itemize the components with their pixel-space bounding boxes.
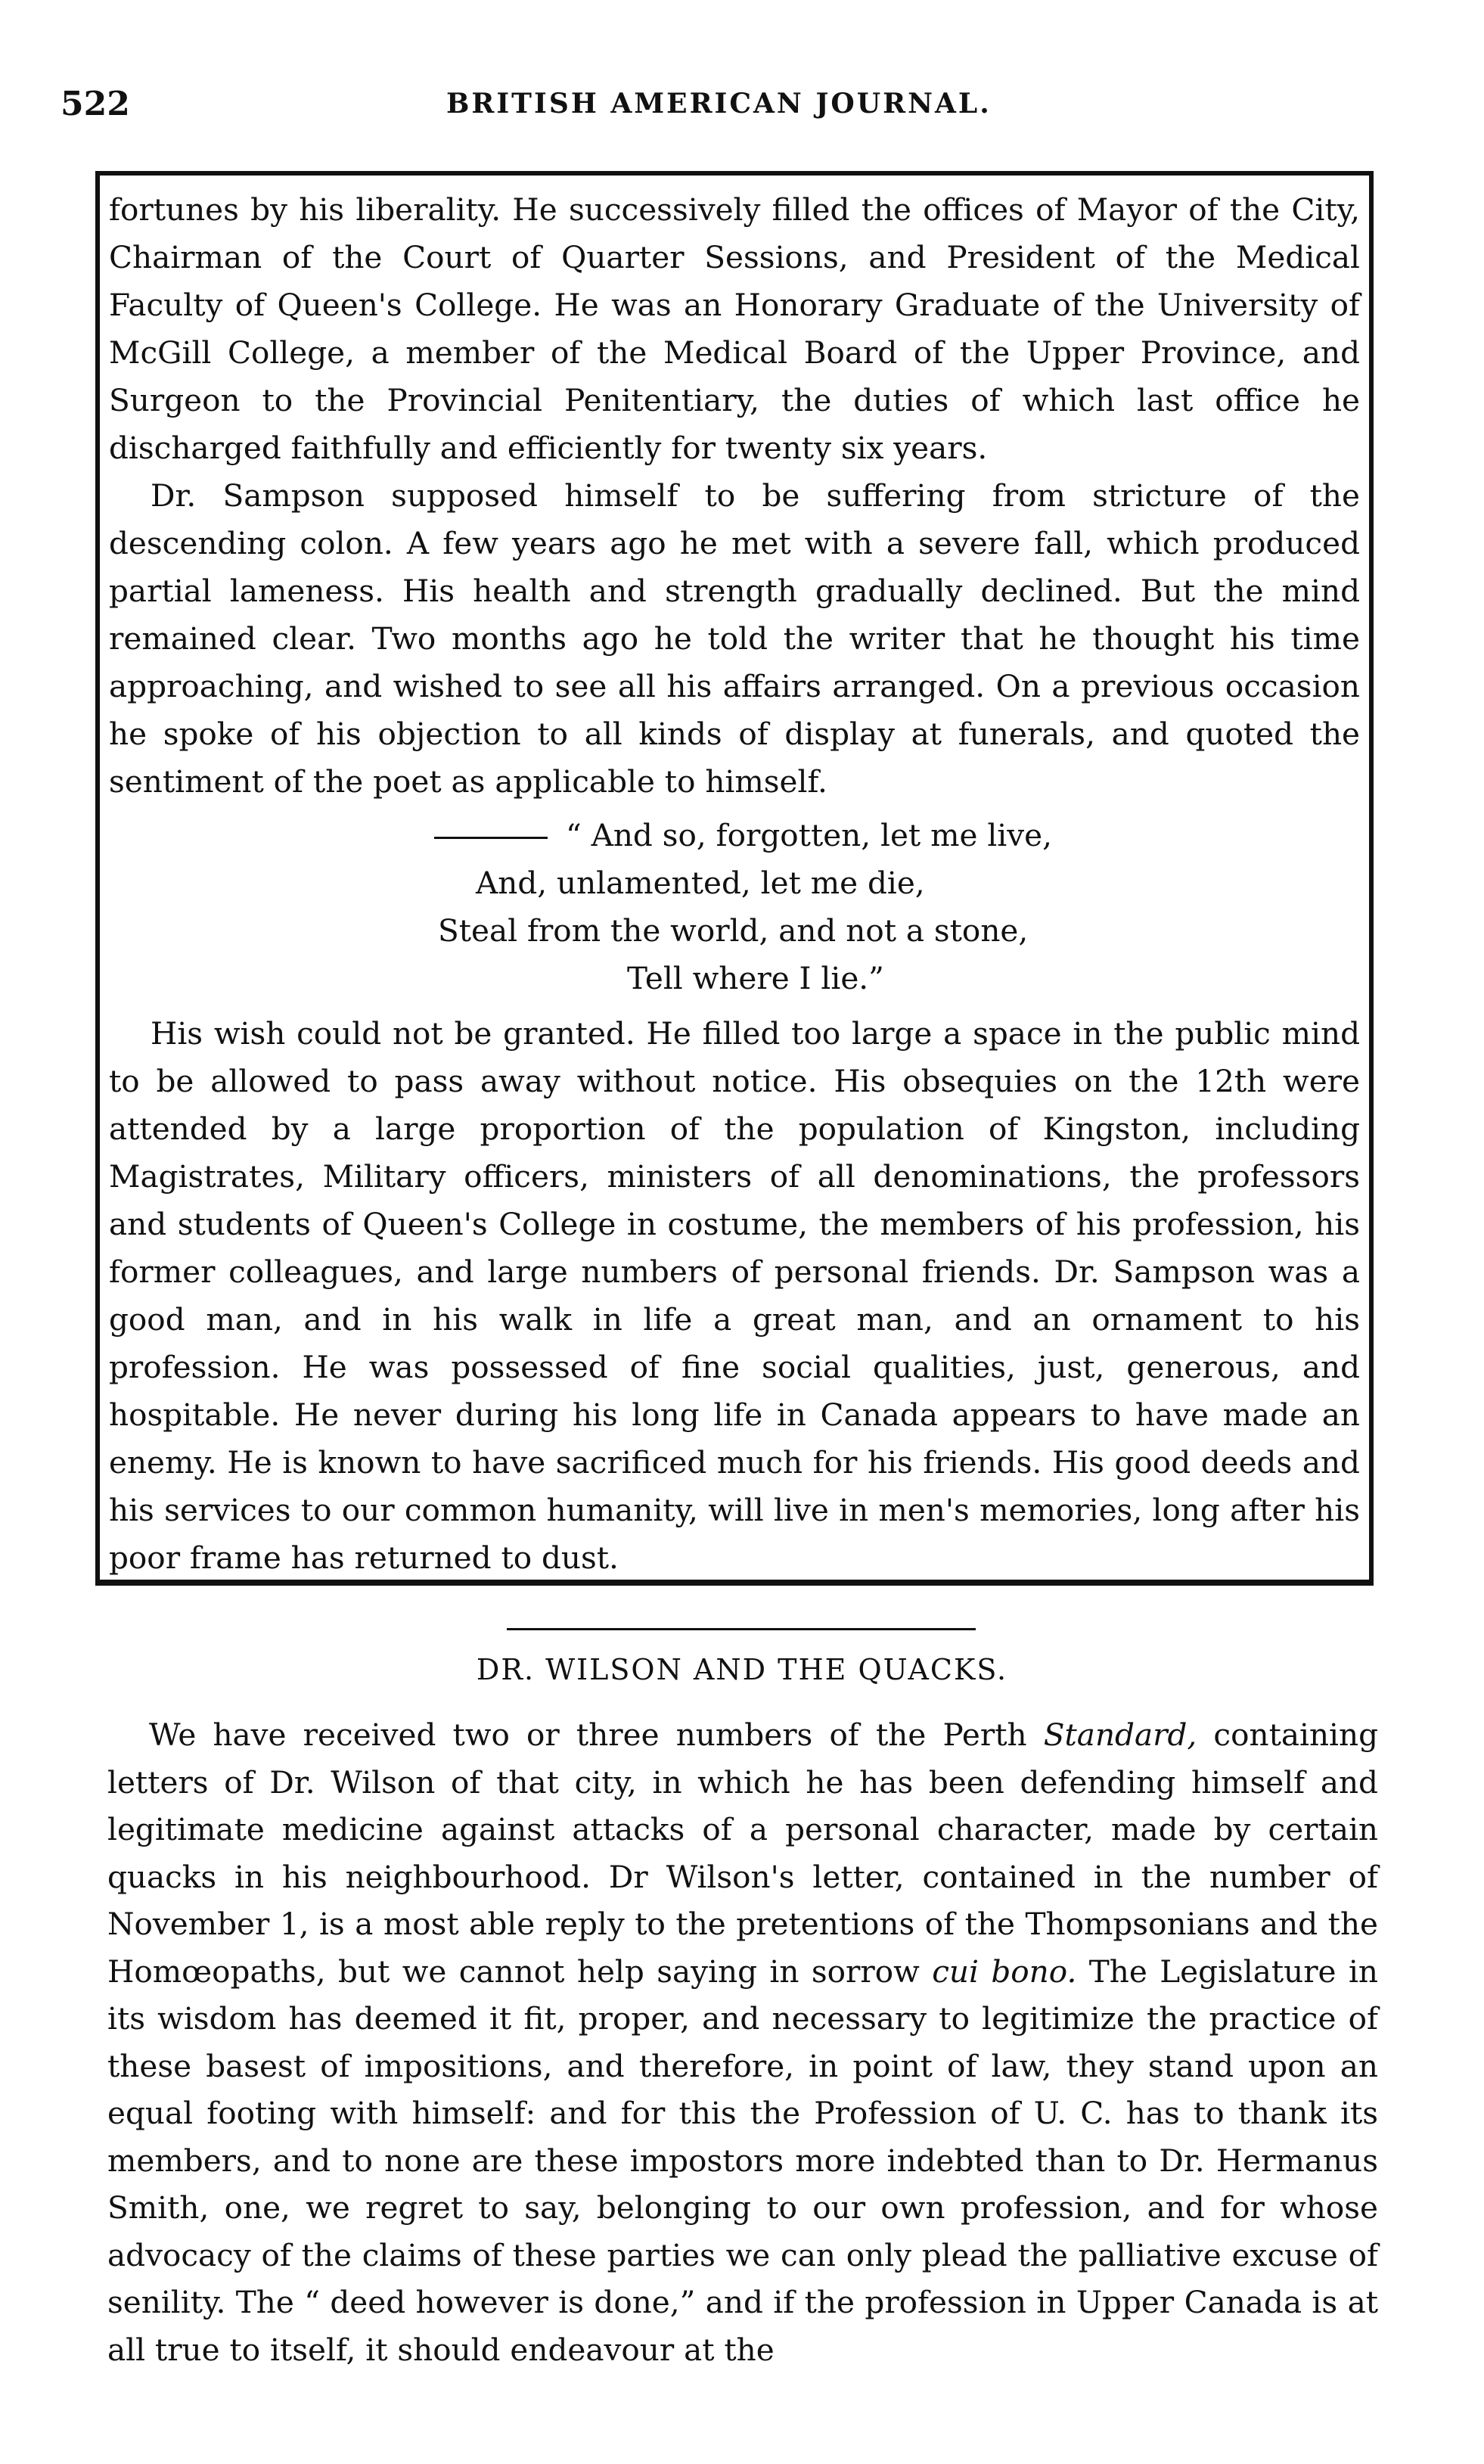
article-body (107, 1711, 1378, 2373)
verse-dash (434, 837, 548, 839)
verse-line-1 (109, 812, 1360, 859)
article-paragraph-1 (107, 1711, 1378, 2373)
article-title: DR. WILSON AND THE QUACKS. (476, 1653, 1008, 1686)
article-text-c: The Legislature in its wisdom has deemed it fit, proper, and necessary to legitimize the practice of these basest of impositions, and therefore, in point of law, they stand upon an equal footing with himself: and for this the Profession of U. C. has to thank its members, and to none are these impostors more indebted than to Dr. Hermanus Smith, one, we regret to say, belonging to our own profession, and for whose advocacy of the claims of these parties we can only plead the palliative excuse of senility. The “ deed however is done,” and if the profession in Upper Canada is at all true to itself, it should endeavour at the (107, 1953, 1378, 2368)
page-number: 522 (61, 85, 130, 123)
newspaper-name: Standard, (1043, 1717, 1197, 1753)
verse-line-1-text: “ And so, forgotten, let me live, (566, 817, 1052, 853)
latin-phrase: cui bono. (932, 1953, 1077, 1990)
obituary-paragraph-3: His wish could not be granted. He filled too large a space in the public mind to be allowed to pass away without notice. His obsequies on the 12th were attended by a large proportion of the population of Kingston, including Magistrates, Military officers, ministers of all denominations, the professors and students of Queen's College in costume, the members of his profession, his former colleagues, and large numbers of personal friends. Dr. Sampson was a good man, and in his walk in life a great man, and an ornament to his profession. He was possessed of fine social qualities, just, generous, and hospitable. He never during his long life in Canada appears to have made an enemy. He is known to have sacrificed much for his friends. His good deeds and his services to our common humanity, will live in men's memories, long after his poor frame has returned to dust. (109, 1015, 1360, 1576)
article-text-a: We have received two or three numbers of the Perth (149, 1717, 1044, 1753)
section-divider-rule (507, 1628, 976, 1630)
verse-line-3: Steal from the world, and not a stone, (438, 912, 1029, 949)
article-text-b: containing letters of Dr. Wilson of that city, in which he has been defending himself and legitimate medicine against attacks of a personal character, made by certain quacks in his neighbourhood. Dr Wilson's letter, contained in the number of November 1, is a most able reply to the pretentions of the Thompsonians and the Homœopaths, but we cannot help saying in sorrow (107, 1717, 1378, 1990)
obituary-paragraph-2: Dr. Sampson supposed himself to be suffering from stricture of the descending colon. A few years ago he met with a severe fall, which produced partial lameness. His health and strength gradually declined. But the mind remained clear. Two months ago he told the writer that he thought his time approaching, and wished to see all his affairs arranged. On a previous occasion he spoke of his objection to all kinds of display at funerals, and quoted the sentiment of the poet as applicable to himself. (109, 477, 1360, 800)
verse-line-2: And, unlamented, let me die, (476, 865, 925, 901)
obituary-box (95, 171, 1374, 1586)
running-head: BRITISH AMERICAN JOURNAL. (446, 88, 992, 120)
poem-verse (109, 812, 1360, 1002)
verse-line-4: Tell where I lie.” (627, 960, 884, 996)
obituary-paragraph-1: fortunes by his liberality. He successively filled the offices of Mayor of the City, Chairman of the Court of Quarter Sessions, and President of the Medical Faculty of Queen's College. He was an Honorary Graduate of the University of McGill College, a member of the Medical Board of the Upper Province, and Surgeon to the Provincial Penitentiary, the duties of which last office he discharged faithfully and efficiently for twenty six years. (109, 191, 1360, 466)
